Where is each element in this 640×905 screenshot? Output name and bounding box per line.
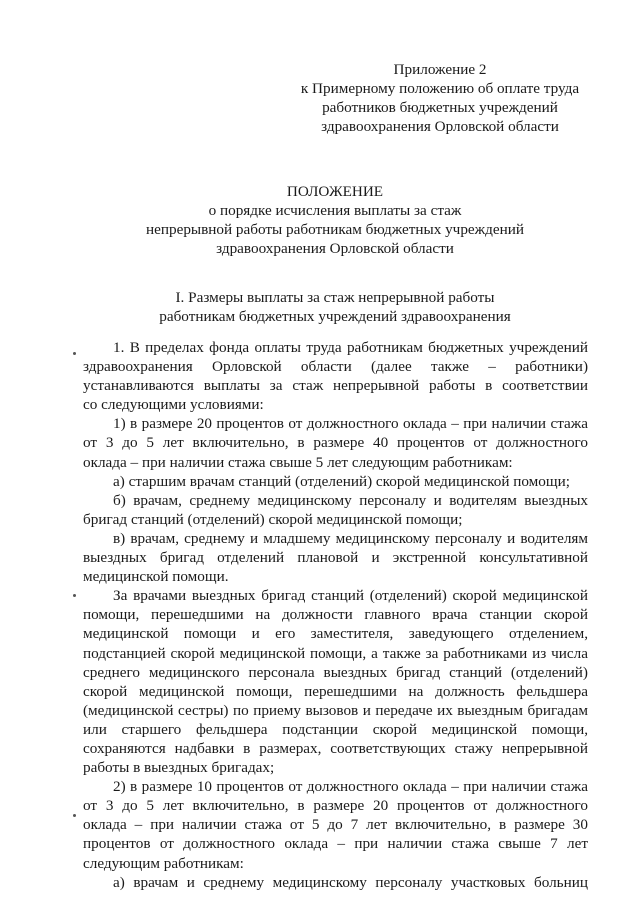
- body-line: оклада – при наличии стажа свыше 5 лет следующим работникам:: [83, 453, 513, 471]
- body-line: или старшего фельдшера подстанции скорой медицинской помощи,: [83, 720, 588, 738]
- title-line: здравоохранения Орловской области: [216, 240, 454, 257]
- body-line: помощи, перешедшими на должности главного врача станции скорой: [83, 606, 588, 624]
- title-line: непрерывной работы работникам бюджетных учреждений: [145, 221, 525, 238]
- body-line: в) врачам, среднему и младшему медицинскому персоналу и водителям: [113, 529, 588, 547]
- section-heading: [80, 288, 590, 326]
- body-line: от 3 до 5 лет включительно, в размере 20 процентов от должностного: [83, 797, 588, 815]
- body-line: оклада – при наличии стажа от 5 до 7 лет включительно, в размере 30: [83, 816, 588, 834]
- scan-speck: [73, 352, 76, 355]
- body-line: а) врачам и среднему медицинскому персоналу участковых больниц: [113, 873, 588, 891]
- body-line: а) старшим врачам станций (отделений) скорой медицинской помощи;: [113, 472, 570, 490]
- body-line: бригад станций (отделений) скорой медицинской помощи;: [83, 510, 463, 528]
- body-line: работы в выездных бригадах;: [83, 759, 275, 777]
- body-line: следующим работникам:: [83, 854, 244, 872]
- appendix-line: работников бюджетных учреждений: [322, 99, 558, 116]
- body-line: скорой медицинской помощи, перешедшими на должность фельдшера: [83, 682, 588, 700]
- body-line: среднего медицинского персонала выездных бригад станций (отделений): [83, 663, 588, 681]
- body-line: выездных бригад отделений плановой и экстренной консультативной: [83, 549, 588, 567]
- body-line: медицинской помощи и его заместителя, заведующего отделением,: [83, 625, 588, 643]
- body-line: 2) в размере 10 процентов от должностного оклада – при наличии стажа: [113, 778, 588, 796]
- title-line: ПОЛОЖЕНИЕ: [286, 183, 384, 200]
- title-line: о порядке исчисления выплаты за стаж: [208, 202, 462, 219]
- body-line: сохраняются надбавки в размерах, соответствующих стажу непрерывной: [83, 739, 588, 757]
- document-title: [80, 182, 590, 258]
- appendix-header: [290, 60, 590, 136]
- body-line: (медицинской сестры) по приему вызовов и передаче их выездным бригадам: [83, 701, 588, 719]
- appendix-line: к Примерному положению об оплате труда: [300, 80, 580, 97]
- section-heading-line: I. Размеры выплаты за стаж непрерывной работы: [175, 289, 495, 306]
- body-line: со следующими условиями:: [83, 396, 264, 414]
- scan-speck: [73, 594, 76, 597]
- body-line: здравоохранения Орловской области (далее также – работники): [83, 358, 588, 376]
- scan-speck: [73, 814, 76, 817]
- body-line: процентов от должностного оклада – при наличии стажа свыше 7 лет: [83, 835, 588, 853]
- body-line: 1. В пределах фонда оплаты труда работникам бюджетных учреждений: [113, 339, 588, 356]
- section-heading-line: работникам бюджетных учреждений здравоохранения: [159, 308, 511, 325]
- appendix-line: Приложение 2: [393, 61, 487, 78]
- body-line: от 3 до 5 лет включительно, в размере 40 процентов от должностного: [83, 434, 588, 452]
- body-line: подстанцией скорой медицинской помощи, а также за работниками из числа: [83, 644, 588, 662]
- appendix-line: здравоохранения Орловской области: [321, 118, 559, 135]
- body-line: б) врачам, среднему медицинскому персоналу и водителям выездных: [113, 491, 588, 509]
- body-line: устанавливаются выплаты за стаж непрерывной работы в соответствии: [83, 377, 588, 395]
- body-line: За врачами выездных бригад станций (отделений) скорой медицинской: [113, 587, 588, 605]
- body-line: медицинской помощи.: [83, 568, 229, 586]
- document-body: [83, 338, 588, 892]
- body-line: 1) в размере 20 процентов от должностного оклада – при наличии стажа: [113, 415, 588, 433]
